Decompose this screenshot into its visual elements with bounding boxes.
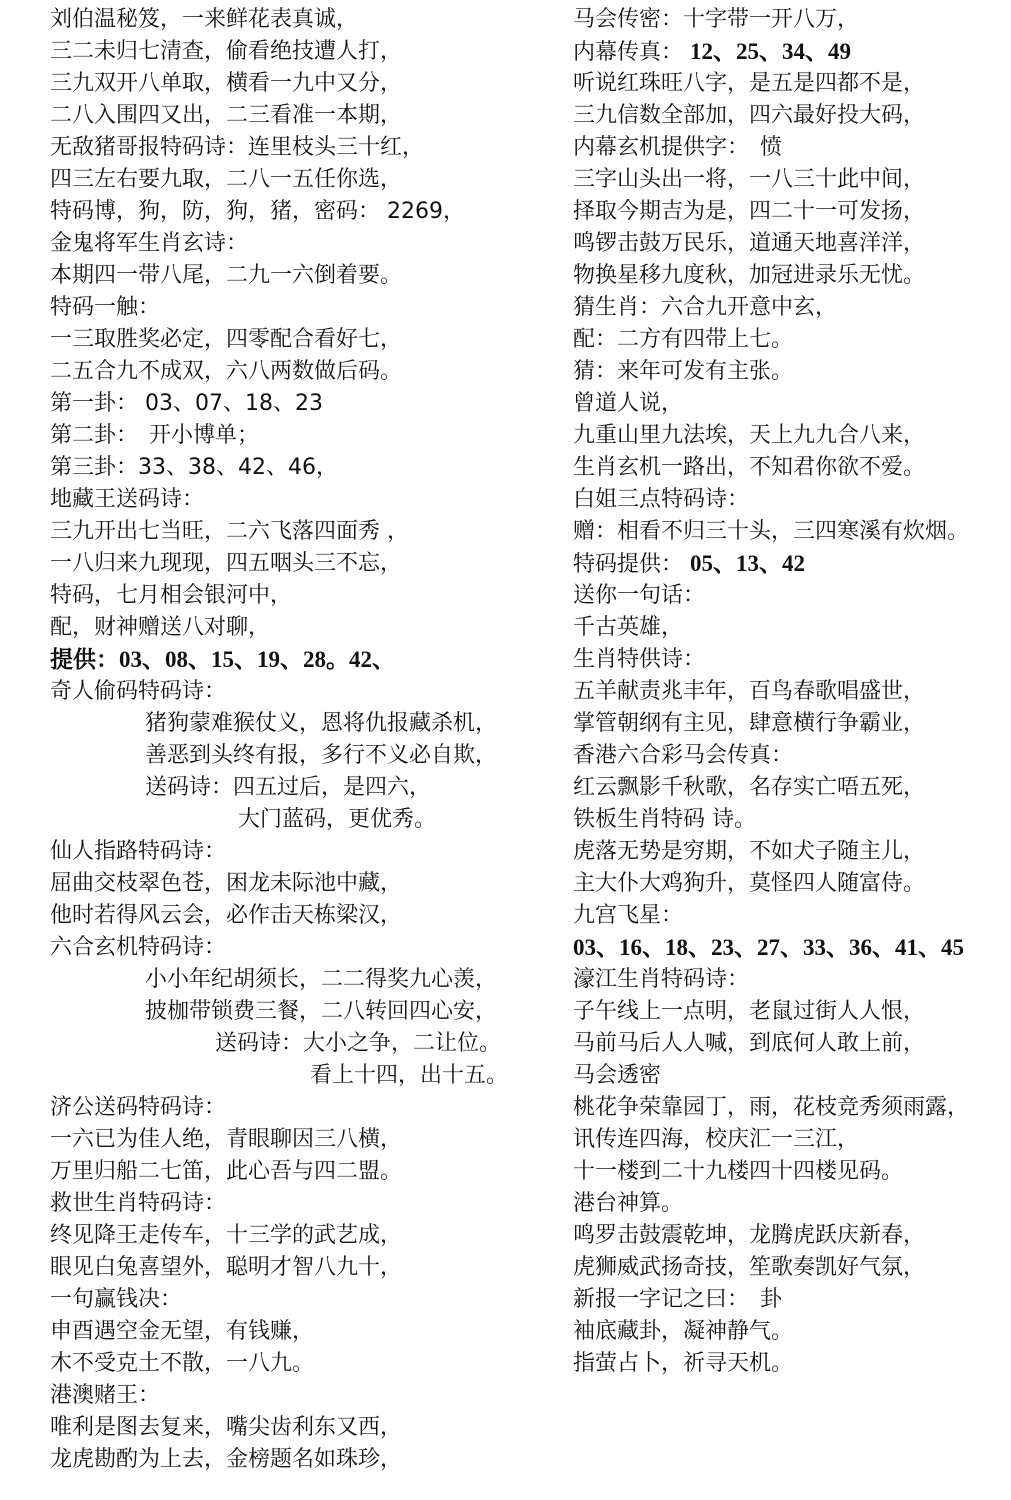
text-line: 主大仆大鸡狗升，莫怪四人随富侍。 <box>573 871 926 896</box>
text-line: 屈曲交枝翠色苍，困龙未际池中藏， <box>50 871 403 896</box>
text-line: 濠江生肖特码诗： <box>573 967 750 992</box>
text-line: 地藏王送码诗： <box>50 487 205 512</box>
text-line: 择取今期吉为是，四二十一可发扬， <box>573 199 926 224</box>
text-line: 龙虎勘酌为上去，金榜题名如珠珍， <box>50 1447 403 1472</box>
text-line <box>573 548 805 580</box>
text-line: 生肖特供诗： <box>573 647 706 672</box>
text-line: 十一楼到二十九楼四十四楼见码。 <box>573 1159 904 1184</box>
text-line: 第二卦： 开小博单； <box>50 423 260 448</box>
text-segment: 特码提供： <box>573 552 684 577</box>
text-line: 听说红珠旺八字，是五是四都不是， <box>573 71 926 96</box>
text-line: 二八入围四又出，二三看准一本期， <box>50 103 403 128</box>
text-line: 猜生肖：六合九开意中玄， <box>573 295 838 320</box>
text-line: 本期四一带八尾，二九一六倒着要。 <box>50 263 403 288</box>
number-segment: 12、25、34、49 <box>690 39 852 64</box>
text-line: 千古英雄， <box>573 615 684 640</box>
text-line: 曾道人说， <box>573 391 684 416</box>
text-line: 配：二方有四带上七。 <box>573 327 794 352</box>
text-line: 猜：来年可发有主张。 <box>573 359 794 384</box>
text-line: 香港六合彩马会传真： <box>573 743 794 768</box>
text-line: 万里归船二七笛，此心吾与四二盟。 <box>50 1159 403 1184</box>
text-line: 港台神算。 <box>573 1191 684 1216</box>
text-line: 港澳赌王： <box>50 1383 161 1408</box>
text-line: 特码博，狗，防，狗，猪，密码： 2269， <box>50 199 465 224</box>
text-line: 无敌猪哥报特码诗：连里枝头三十红， <box>50 135 425 160</box>
text-line: 善恶到头终有报，多行不义必自欺， <box>145 743 498 768</box>
text-line: 马会透密 <box>573 1063 662 1088</box>
text-line: 特码一触： <box>50 295 161 320</box>
text-line: 大门蓝码，更优秀。 <box>238 807 437 832</box>
text-line: 木不受克土不散，一八九。 <box>50 1351 315 1376</box>
text-line: 桃花争荣靠园丁，雨，花枝竞秀须雨露， <box>573 1095 970 1120</box>
text-line: 鸣锣击鼓万民乐，道通天地喜洋洋， <box>573 231 926 256</box>
text-line: 赠：相看不归三十头，三四寒溪有炊烟。 <box>573 519 970 544</box>
text-line: 九重山里九法埃，天上九九合八来， <box>573 423 926 448</box>
text-line: 仙人指路特码诗： <box>50 839 227 864</box>
text-line: 掌管朝纲有主见，肆意横行争霸业， <box>573 711 926 736</box>
text-line: 三九双开八单取，横看一九中又分， <box>50 71 403 96</box>
text-line: 鸣罗击鼓震乾坤，龙腾虎跃庆新春， <box>573 1223 926 1248</box>
text-line: 讯传连四海，校庆汇一三江， <box>573 1127 860 1152</box>
text-line: 虎落无势是穷期，不如犬子随主儿， <box>573 839 926 864</box>
text-line: 一八归来九现现，四五咽头三不忘， <box>50 551 403 576</box>
text-line: 四三左右要九取，二八一五任你选， <box>50 167 403 192</box>
text-line: 红云飘影千秋歌，名存实亡唔五死， <box>573 775 926 800</box>
text-line: 第一卦： 03、07、18、23 <box>50 391 323 416</box>
text-line: 二五合九不成双，六八两数做后码。 <box>50 359 403 384</box>
text-line: 终见降王走传车，十三学的武艺成， <box>50 1223 403 1248</box>
text-line: 袖底藏卦，凝神静气。 <box>573 1319 794 1344</box>
text-line: 眼见白兔喜望外，聪明才智八九十， <box>50 1255 403 1280</box>
text-line: 披枷带锁费三餐，二八转回四心安， <box>145 999 498 1024</box>
text-line <box>573 36 851 68</box>
text-line: 他时若得风云会，必作击天栋梁汉， <box>50 903 403 928</box>
text-line: 三字山头出一将，一八三十此中间， <box>573 167 926 192</box>
text-line: 新报一字记之曰： 卦 <box>573 1287 783 1312</box>
number-segment: 05、13、42 <box>690 551 806 576</box>
text-line: 六合玄机特码诗： <box>50 935 227 960</box>
text-line: 送你一句话： <box>573 583 706 608</box>
text-line: 提供：03、08、15、19、28。42、 <box>50 647 395 672</box>
text-line: 济公送码特码诗： <box>50 1095 227 1120</box>
text-line: 虎狮威武扬奇技，笙歌奏凯好气氛， <box>573 1255 926 1280</box>
text-segment: 内幕传真： <box>573 40 684 65</box>
text-line: 生肖玄机一路出，不知君你欲不爱。 <box>573 455 926 480</box>
text-line: 五羊献责兆丰年，百鸟春歌唱盛世， <box>573 679 926 704</box>
text-line: 马前马后人人喊，到底何人敢上前， <box>573 1031 926 1056</box>
text-line: 马会传密：十字带一开八万， <box>573 7 860 32</box>
text-line: 申酉遇空金无望，有钱赚， <box>50 1319 315 1344</box>
text-line: 刘伯温秘笈，一来鲜花表真诚， <box>50 7 359 32</box>
text-line: 指萤占卜，祈寻天机。 <box>573 1351 794 1376</box>
text-line: 白姐三点特码诗： <box>573 487 750 512</box>
text-line: 物换星移九度秋，加冠进录乐无忧。 <box>573 263 926 288</box>
text-line: 送码诗：四五过后，是四六， <box>145 775 432 800</box>
text-line: 看上十四，出十五。 <box>310 1063 509 1088</box>
text-line: 唯利是图去复来，嘴尖齿利东又西， <box>50 1415 403 1440</box>
text-line: 送码诗：大小之争，二让位。 <box>215 1031 502 1056</box>
text-line: 奇人偷码特码诗： <box>50 679 227 704</box>
text-line: 03、16、18、23、27、33、36、41、45 <box>573 935 964 960</box>
text-line: 配，财神赠送八对聊， <box>50 615 271 640</box>
text-line: 三九开出七当旺，二六飞落四面秀 ， <box>50 519 409 544</box>
text-line: 救世生肖特码诗： <box>50 1191 227 1216</box>
text-line: 第三卦：33、38、42、46， <box>50 455 338 480</box>
text-line: 猪狗蒙难猴仗义，恩将仇报藏杀机， <box>145 711 498 736</box>
text-line: 内幕玄机提供字： 愤 <box>573 135 783 160</box>
text-line: 铁板生肖特码 诗。 <box>573 807 756 832</box>
text-line: 小小年纪胡须长，二二得奖九心羡， <box>145 967 498 992</box>
text-line: 一句赢钱决： <box>50 1287 183 1312</box>
text-line: 子午线上一点明，老鼠过街人人恨， <box>573 999 926 1024</box>
text-line: 三九信数全部加，四六最好投大码， <box>573 103 926 128</box>
text-line: 金鬼将军生肖玄诗： <box>50 231 249 256</box>
text-line: 特码，七月相会银河中， <box>50 583 293 608</box>
text-line: 一六已为佳人绝，青眼聊因三八横， <box>50 1127 403 1152</box>
text-line: 三二未归七清查，偷看绝技遭人打， <box>50 39 403 64</box>
text-line: 一三取胜奖必定，四零配合看好七， <box>50 327 403 352</box>
text-line: 九宫飞星： <box>573 903 684 928</box>
